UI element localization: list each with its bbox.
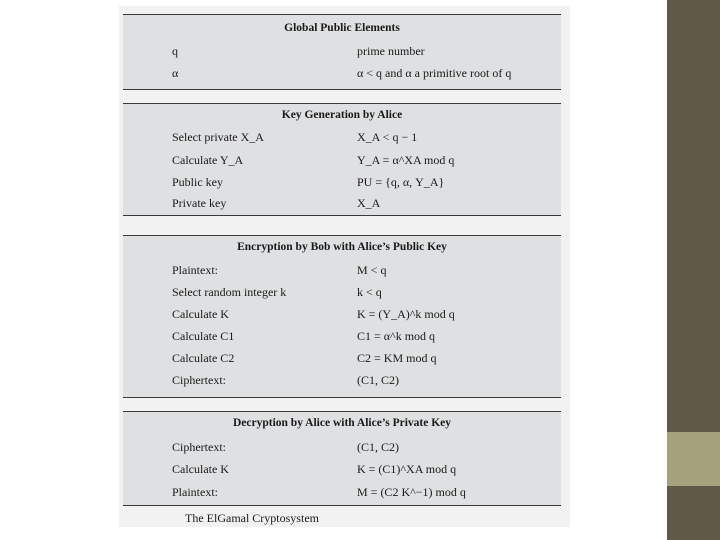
row-value: prime number xyxy=(357,44,425,58)
row-label: α xyxy=(172,66,179,80)
panel-key-generation xyxy=(123,103,561,216)
row-value: (C1, C2) xyxy=(357,440,399,454)
panel-encryption xyxy=(123,235,561,398)
slide-sidebar-accent xyxy=(667,432,720,486)
row-value: K = (C1)^XA mod q xyxy=(357,462,457,476)
panel-global-public-elements xyxy=(123,14,561,90)
row-label: q xyxy=(172,44,178,58)
row-label: Plaintext: xyxy=(172,263,218,277)
panel-decryption xyxy=(123,411,561,506)
row-label: Calculate Y_A xyxy=(172,153,244,167)
row-label: Calculate C2 xyxy=(172,351,235,365)
row-value: C2 = KM mod q xyxy=(357,351,437,365)
row-value: K = (Y_A)^k mod q xyxy=(357,307,455,321)
row-label: Select random integer k xyxy=(172,285,287,299)
row-value: M = (C2 K^−1) mod q xyxy=(357,485,466,499)
row-label: Calculate K xyxy=(172,462,229,476)
row-label: Calculate K xyxy=(172,307,229,321)
row-label: Select private X_A xyxy=(172,130,264,144)
row-value: M < q xyxy=(357,263,387,277)
panel-title: Encryption by Bob with Alice’s Public Key xyxy=(237,241,447,253)
elgamal-figure xyxy=(119,6,570,527)
row-label: Calculate C1 xyxy=(172,329,235,343)
panel-title: Global Public Elements xyxy=(284,22,400,34)
row-label: Ciphertext: xyxy=(172,373,226,387)
row-value: Y_A = α^XA mod q xyxy=(357,153,455,167)
row-value: PU = {q, α, Y_A} xyxy=(357,175,445,189)
row-label: Plaintext: xyxy=(172,485,218,499)
row-value: k < q xyxy=(357,285,382,299)
row-value: (C1, C2) xyxy=(357,373,399,387)
row-label: Ciphertext: xyxy=(172,440,226,454)
figure-caption: The ElGamal Cryptosystem xyxy=(185,511,319,525)
row-value: X_A xyxy=(357,196,381,210)
panel-title: Key Generation by Alice xyxy=(281,109,403,121)
row-value: α < q and α a primitive root of q xyxy=(357,66,512,80)
row-label: Public key xyxy=(172,175,223,189)
row-label: Private key xyxy=(172,196,227,210)
row-value: X_A < q − 1 xyxy=(357,130,418,144)
panel-title: Decryption by Alice with Alice’s Private Key xyxy=(232,417,452,429)
row-value: C1 = α^k mod q xyxy=(357,329,436,343)
